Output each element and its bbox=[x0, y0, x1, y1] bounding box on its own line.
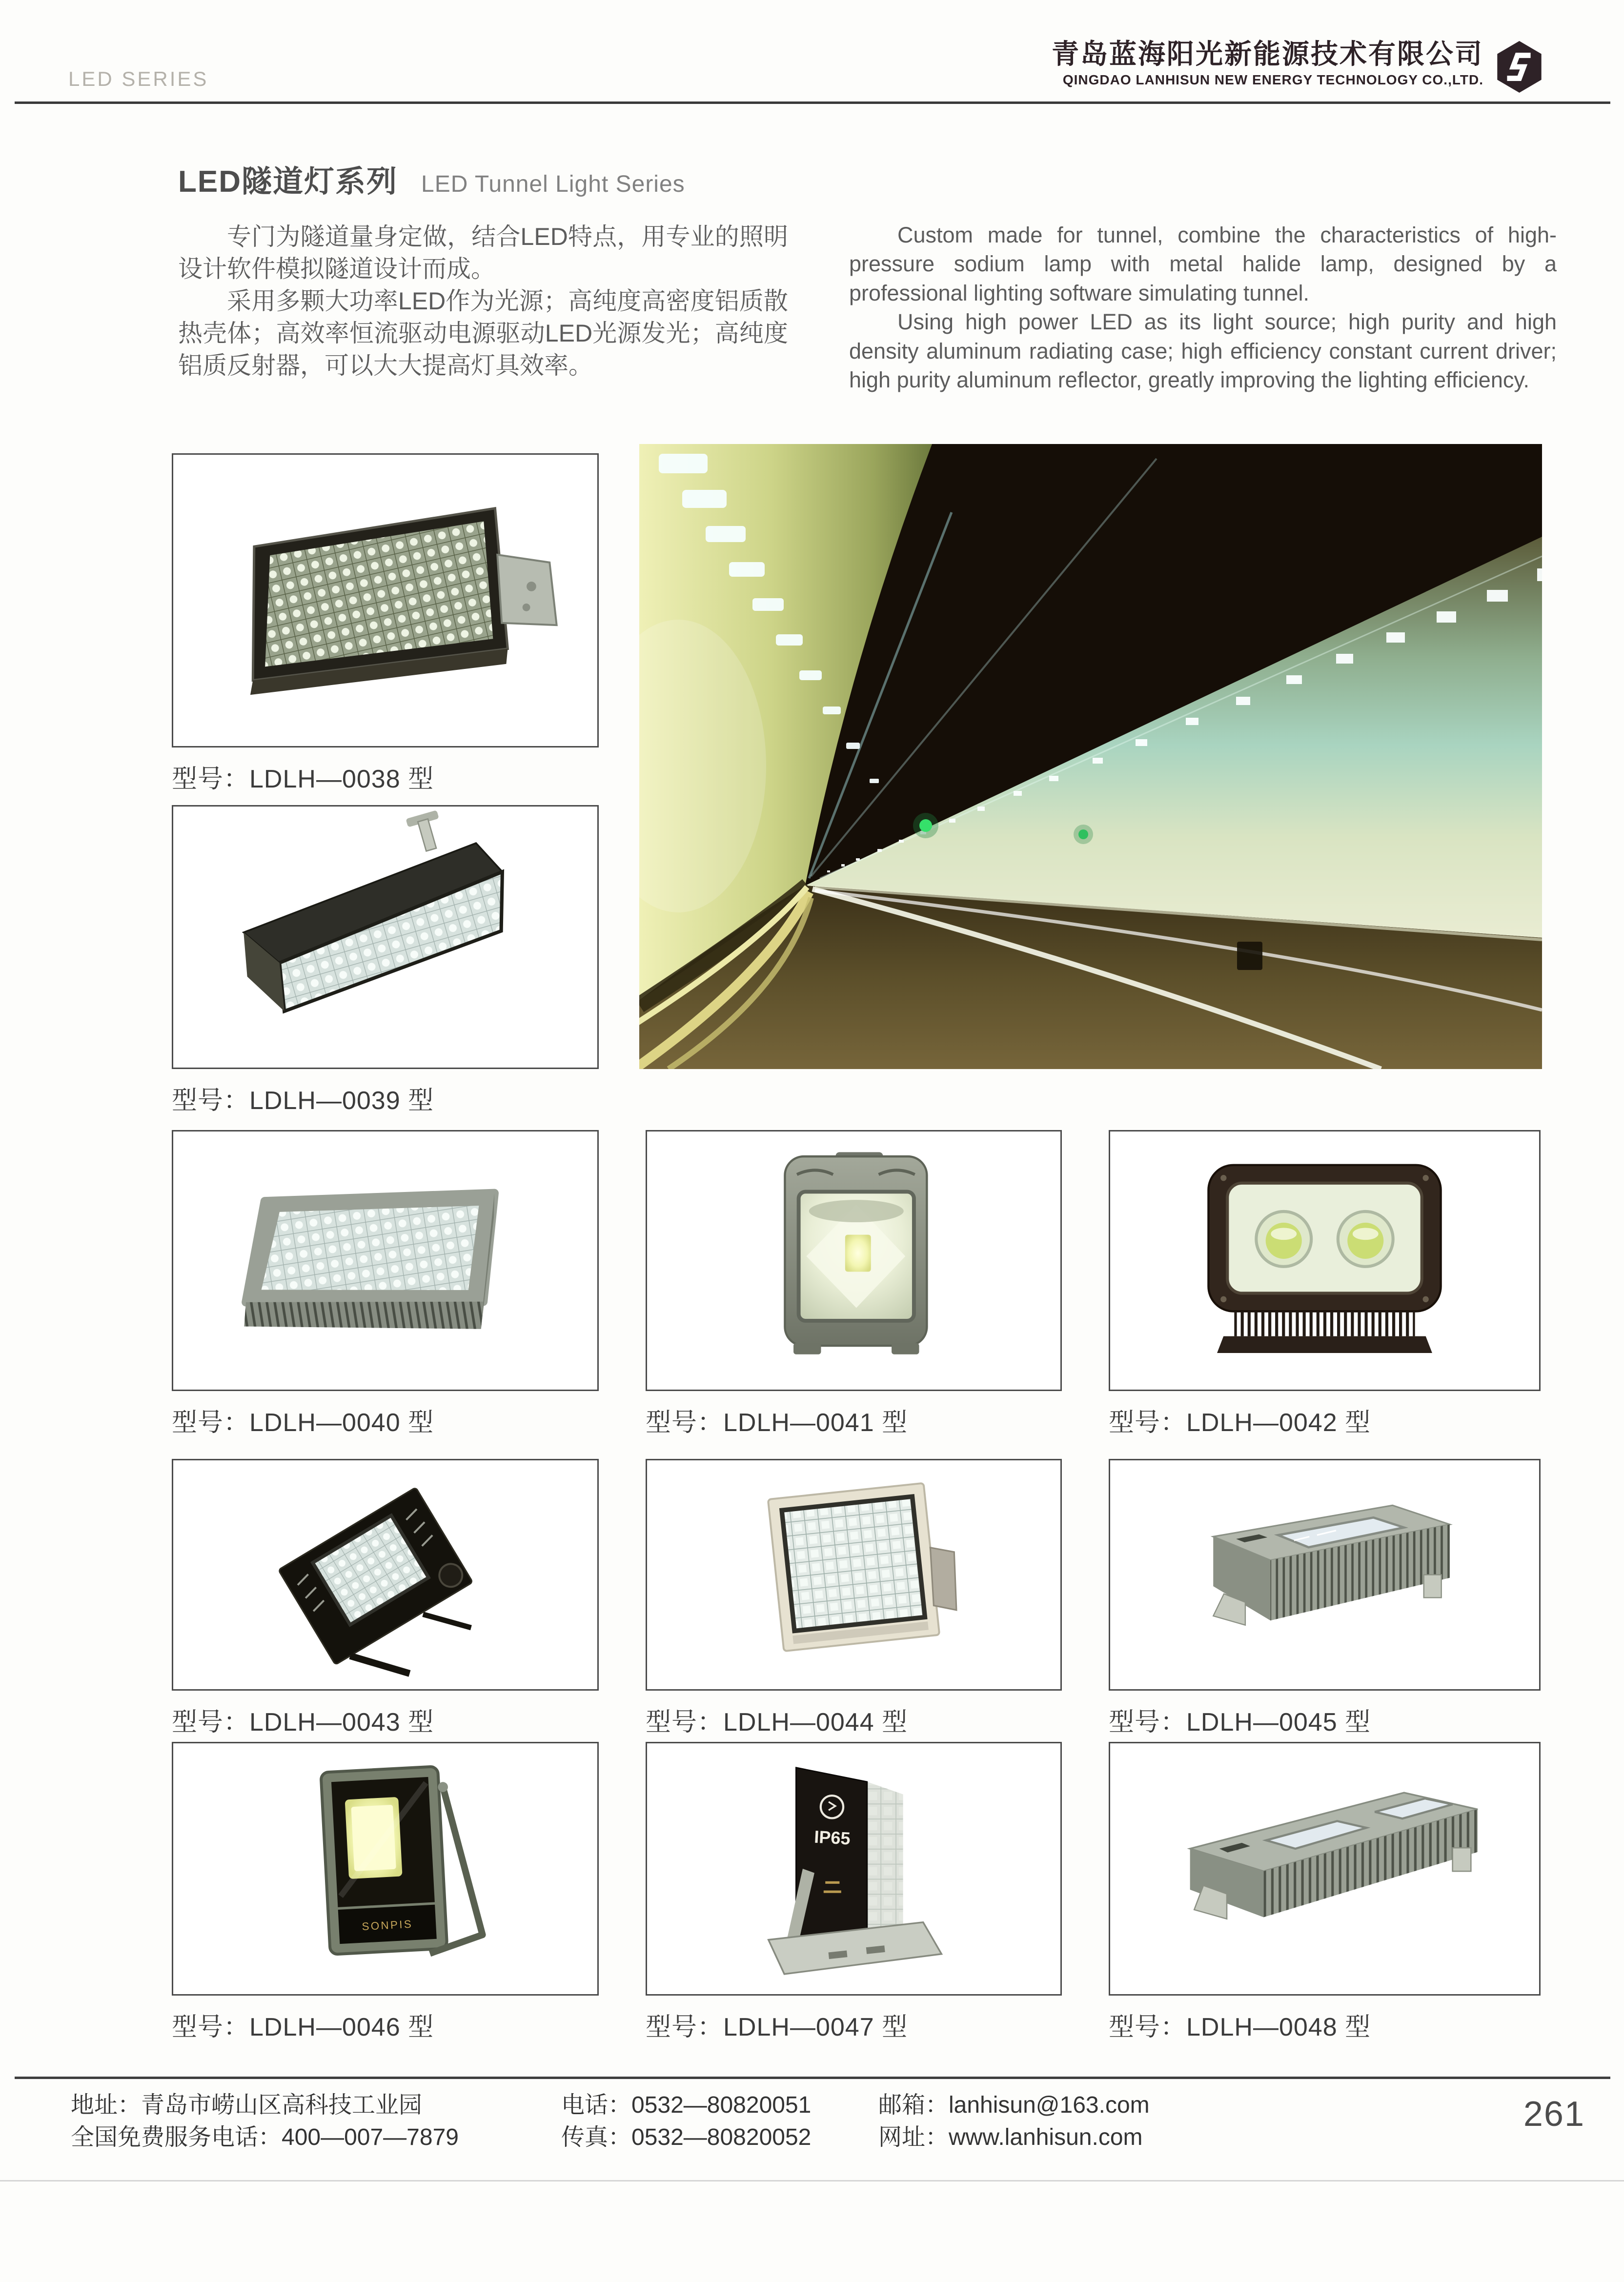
product-model-label: 型号：LDLH—0041 型 bbox=[646, 1409, 908, 1437]
product-model-label: 型号：LDLH—0040 型 bbox=[172, 1409, 434, 1437]
footer-fax: 传真：0532—80820052 bbox=[561, 2124, 812, 2150]
product-card-ldlh-0043 bbox=[172, 1459, 599, 1738]
product-image-ldlh-0043 bbox=[172, 1459, 599, 1691]
page-number: 261 bbox=[1523, 2095, 1585, 2134]
footer-divider bbox=[15, 2077, 1610, 2079]
product-model-label: 型号：LDLH—0048 型 bbox=[1109, 2013, 1371, 2041]
hexagon-s-logo-icon bbox=[1492, 40, 1547, 94]
product-model-label: 型号：LDLH—0042 型 bbox=[1109, 1409, 1371, 1437]
footer-phone-block bbox=[561, 2089, 811, 2154]
page-title-cn: LED隧道灯系列 bbox=[178, 165, 398, 199]
tunnel-photo bbox=[639, 444, 1542, 1069]
footer-address: 地址：青岛市崂山区高科技工业园 bbox=[71, 2092, 423, 2118]
product-card-ldlh-0039 bbox=[172, 805, 599, 1116]
product-image-ldlh-0040 bbox=[172, 1130, 599, 1391]
footer-phone: 电话：0532—80820051 bbox=[561, 2092, 812, 2118]
product-model-label: 型号：LDLH—0043 型 bbox=[172, 1708, 434, 1737]
company-name-en: QINGDAO LANHISUN NEW ENERGY TECHNOLOGY CO.,LTD. bbox=[1062, 72, 1483, 87]
footer-website: 网址：www.lanhisun.com bbox=[878, 2124, 1143, 2150]
section-title bbox=[178, 157, 685, 201]
company-header bbox=[1052, 39, 1483, 88]
product-image-ldlh-0042 bbox=[1109, 1130, 1541, 1391]
product-image-ldlh-0046 bbox=[172, 1742, 599, 1996]
product-image-ldlh-0038 bbox=[172, 453, 599, 747]
product-image-ldlh-0044 bbox=[646, 1459, 1062, 1691]
product-model-label: 型号：LDLH—0044 型 bbox=[646, 1708, 908, 1737]
product-card-ldlh-0038 bbox=[172, 453, 599, 795]
product-card-ldlh-0047 bbox=[646, 1742, 1062, 2043]
intro-cn-paragraph: 专门为隧道量身定做，结合LED特点，用专业的照明设计软件模拟隧道设计而成。 bbox=[178, 223, 788, 283]
page-title-en: LED Tunnel Light Series bbox=[421, 171, 685, 197]
product-image-ldlh-0048 bbox=[1109, 1742, 1541, 1996]
product-image-ldlh-0039 bbox=[172, 805, 599, 1069]
product-card-ldlh-0048 bbox=[1109, 1742, 1541, 2043]
series-label: LED SERIES bbox=[68, 67, 209, 90]
product-image-ldlh-0045 bbox=[1109, 1459, 1541, 1691]
product-card-ldlh-0041 bbox=[646, 1130, 1062, 1438]
intro-cn-paragraph: 采用多颗大功率LED作为光源；高纯度高密度铝质散热壳体；高效率恒流驱动电源驱动LED光源发光；高纯度铝质反射器，可以大大提高灯具效率。 bbox=[178, 287, 788, 379]
product-marking-text: IP65 bbox=[813, 1826, 851, 1849]
product-model-label: 型号：LDLH—0046 型 bbox=[172, 2013, 434, 2041]
footer-address-block bbox=[71, 2089, 459, 2154]
intro-en-paragraph: Custom made for tunnel, combine the characteristics of high-pressure sodium lamp with metal halide lamp, designed by a professional lighting software simulating tunnel. bbox=[849, 222, 1557, 305]
intro-paragraphs-en bbox=[849, 221, 1557, 394]
footer-email: 邮箱：lanhisun@163.com bbox=[878, 2092, 1150, 2118]
product-model-label: 型号：LDLH—0045 型 bbox=[1109, 1708, 1371, 1737]
product-model-label: 型号：LDLH—0038 型 bbox=[172, 765, 434, 793]
product-brand-text: SONPIS bbox=[361, 1918, 413, 1933]
product-card-ldlh-0045 bbox=[1109, 1459, 1541, 1738]
product-image-ldlh-0041 bbox=[646, 1130, 1062, 1391]
intro-paragraphs-cn bbox=[178, 221, 788, 382]
header-divider bbox=[15, 101, 1610, 104]
product-card-ldlh-0044 bbox=[646, 1459, 1062, 1738]
product-model-label: 型号：LDLH—0039 型 bbox=[172, 1087, 434, 1115]
intro-en-paragraph: Using high power LED as its light source; high purity and high density aluminum radiating case; high efficiency constant current driver; high purity aluminum reflector, greatly improving the lighting efficiency. bbox=[849, 309, 1557, 392]
tunnel-photo-graphic bbox=[639, 444, 1542, 1069]
company-name-cn: 青岛蓝海阳光新能源技术有限公司 bbox=[1052, 39, 1483, 69]
page-bottom-edge bbox=[0, 2180, 1624, 2181]
product-card-ldlh-0040 bbox=[172, 1130, 599, 1438]
product-model-label: 型号：LDLH—0047 型 bbox=[646, 2013, 908, 2041]
product-card-ldlh-0042 bbox=[1109, 1130, 1541, 1438]
footer-contact-block bbox=[878, 2089, 1150, 2154]
product-card-ldlh-0046 bbox=[172, 1742, 599, 2043]
footer-hotline: 全国免费服务电话：400—007—7879 bbox=[71, 2124, 459, 2150]
product-image-ldlh-0047 bbox=[646, 1742, 1062, 1996]
